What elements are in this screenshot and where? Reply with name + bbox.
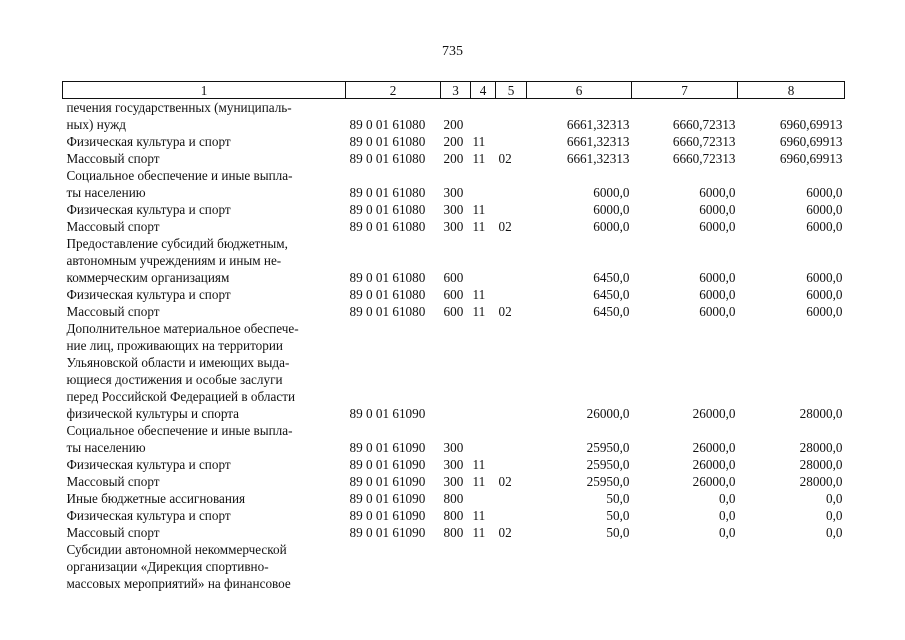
row-expense-type: 300 (443, 202, 464, 217)
row-amount-col7: 26000,0 (692, 406, 736, 421)
row-subsection (496, 456, 527, 473)
row-section: 11 (472, 134, 486, 149)
row-amount-col7: 6660,72313 (672, 117, 736, 132)
row-target-code: 89 0 01 61080 (349, 304, 426, 319)
table-row (63, 320, 845, 422)
row-name (63, 167, 346, 201)
row-target-code: 89 0 01 61080 (349, 270, 426, 285)
row-expense-type (441, 541, 471, 592)
row-target-code: 89 0 01 61080 (349, 117, 426, 132)
row-name (63, 507, 346, 524)
row-amount-col6: 6000,0 (593, 219, 630, 234)
row-amount-col7: 6660,72313 (672, 134, 736, 149)
row-amount-col7: 6000,0 (699, 202, 736, 217)
row-name (63, 456, 346, 473)
row-name-line: Массовый спорт (66, 304, 160, 319)
row-name (63, 99, 346, 134)
row-subsection (496, 235, 527, 286)
row-name (63, 235, 346, 286)
column-header: 4 (471, 82, 496, 99)
column-header: 5 (496, 82, 527, 99)
row-subsection (496, 541, 527, 592)
row-expense-type (441, 320, 471, 422)
row-name (63, 218, 346, 235)
row-amount-col8: 6000,0 (806, 287, 843, 302)
row-amount-col7: 26000,0 (692, 474, 736, 489)
row-section (471, 235, 496, 286)
table-header-row (63, 82, 845, 99)
table-row (63, 167, 845, 201)
row-section: 11 (472, 202, 486, 217)
row-name-line: ты населению (66, 440, 146, 455)
row-name-line: Массовый спорт (66, 151, 160, 166)
row-name-line: перед Российской Федерацией в области (66, 389, 296, 404)
row-amount-col6: 50,0 (606, 525, 630, 540)
row-amount-col8: 6960,69913 (779, 134, 843, 149)
row-subsection (496, 490, 527, 507)
table-row (63, 541, 845, 592)
row-expense-type: 300 (443, 440, 464, 455)
row-expense-type: 200 (443, 117, 464, 132)
row-amount-col6: 25950,0 (586, 440, 630, 455)
row-name-line: ние лиц, проживающих на территории (66, 338, 283, 353)
row-amount-col6: 50,0 (606, 508, 630, 523)
row-amount-col7: 6000,0 (699, 270, 736, 285)
row-subsection: 02 (498, 304, 512, 319)
row-amount-col7: 6000,0 (699, 304, 736, 319)
table-row (63, 490, 845, 507)
row-target-code: 89 0 01 61080 (349, 219, 426, 234)
row-name-line: массовых мероприятий» на финансовое (66, 576, 291, 591)
row-section (471, 320, 496, 422)
table-row (63, 235, 845, 286)
row-subsection (496, 201, 527, 218)
budget-table (62, 81, 845, 592)
row-name-line: автономным учреждениям и иным не- (66, 253, 282, 268)
row-name-line: ных) нужд (66, 117, 126, 132)
row-section: 11 (472, 457, 486, 472)
row-name-line: Физическая культура и спорт (66, 457, 231, 472)
row-subsection: 02 (498, 219, 512, 234)
row-expense-type: 600 (443, 287, 464, 302)
row-amount-col7: 6000,0 (699, 287, 736, 302)
row-expense-type: 600 (443, 304, 464, 319)
row-amount-col6: 25950,0 (586, 457, 630, 472)
table-row (63, 150, 845, 167)
table-row (63, 422, 845, 456)
row-name (63, 150, 346, 167)
row-name-line: ты населению (66, 185, 146, 200)
row-section: 11 (472, 508, 486, 523)
table-row (63, 524, 845, 541)
row-target-code: 89 0 01 61090 (349, 525, 426, 540)
row-expense-type: 600 (443, 270, 464, 285)
row-expense-type: 800 (443, 508, 464, 523)
row-amount-col8: 28000,0 (799, 457, 843, 472)
row-target-code: 89 0 01 61080 (349, 151, 426, 166)
row-name (63, 473, 346, 490)
row-name-line: Иные бюджетные ассигнования (66, 491, 246, 506)
table-row (63, 473, 845, 490)
row-amount-col8: 6000,0 (806, 270, 843, 285)
row-amount-col8: 6000,0 (806, 202, 843, 217)
row-amount-col7: 26000,0 (692, 457, 736, 472)
row-target-code: 89 0 01 61090 (349, 457, 426, 472)
row-subsection: 02 (498, 474, 512, 489)
column-header: 6 (527, 82, 632, 99)
row-expense-type: 800 (443, 525, 464, 540)
row-subsection (496, 99, 527, 134)
row-name-line: ющиеся достижения и особые заслуги (66, 372, 283, 387)
row-amount-col8: 6960,69913 (779, 117, 843, 132)
row-target-code: 89 0 01 61090 (349, 474, 426, 489)
row-amount-col6: 6661,32313 (566, 117, 630, 132)
row-name-line: Дополнительное материальное обеспече- (66, 321, 299, 336)
row-expense-type: 300 (443, 457, 464, 472)
row-target-code: 89 0 01 61080 (349, 287, 426, 302)
row-name-line: Физическая культура и спорт (66, 134, 231, 149)
row-name (63, 541, 346, 592)
row-name (63, 422, 346, 456)
row-name-line: Социальное обеспечение и иные выпла- (66, 423, 293, 438)
column-header: 3 (441, 82, 471, 99)
row-expense-type: 300 (443, 185, 464, 200)
row-name-line: печения государственных (муниципаль- (66, 100, 292, 115)
row-amount-col7: 0,0 (719, 508, 736, 523)
row-amount-col6: 50,0 (606, 491, 630, 506)
table-body (63, 99, 845, 593)
column-header: 7 (632, 82, 738, 99)
row-amount-col8: 6000,0 (806, 304, 843, 319)
row-name-line: Ульяновской области и имеющих выда- (66, 355, 290, 370)
row-name (63, 133, 346, 150)
row-name-line: Массовый спорт (66, 525, 160, 540)
row-subsection: 02 (498, 151, 512, 166)
table-row (63, 99, 845, 134)
row-section (471, 541, 496, 592)
table-row (63, 201, 845, 218)
row-subsection (496, 422, 527, 456)
row-subsection (496, 286, 527, 303)
table-row (63, 133, 845, 150)
row-name-line: Физическая культура и спорт (66, 202, 231, 217)
row-amount-col7: 0,0 (719, 491, 736, 506)
row-subsection (496, 133, 527, 150)
row-target-code: 89 0 01 61090 (349, 406, 426, 421)
row-name-line: Массовый спорт (66, 474, 160, 489)
row-amount-col8: 28000,0 (799, 440, 843, 455)
row-amount-col7 (632, 541, 738, 592)
row-expense-type: 800 (443, 491, 464, 506)
row-target-code: 89 0 01 61090 (349, 508, 426, 523)
row-amount-col7: 26000,0 (692, 440, 736, 455)
row-section: 11 (472, 525, 486, 540)
row-amount-col7: 6000,0 (699, 219, 736, 234)
row-amount-col8: 28000,0 (799, 406, 843, 421)
column-header: 2 (346, 82, 441, 99)
row-amount-col6: 25950,0 (586, 474, 630, 489)
row-amount-col8: 28000,0 (799, 474, 843, 489)
row-section: 11 (472, 219, 486, 234)
row-amount-col8: 6000,0 (806, 219, 843, 234)
row-section (471, 490, 496, 507)
row-section: 11 (472, 304, 486, 319)
row-name-line: физической культуры и спорта (66, 406, 240, 421)
row-subsection (496, 320, 527, 422)
row-expense-type: 300 (443, 474, 464, 489)
table-row (63, 456, 845, 473)
table-row (63, 286, 845, 303)
row-target-code: 89 0 01 61090 (349, 440, 426, 455)
row-amount-col8: 6000,0 (806, 185, 843, 200)
row-target-code: 89 0 01 61080 (349, 202, 426, 217)
row-name (63, 303, 346, 320)
row-amount-col7: 6660,72313 (672, 151, 736, 166)
row-target-code: 89 0 01 61090 (349, 491, 426, 506)
row-name-line: Массовый спорт (66, 219, 160, 234)
row-amount-col6: 6661,32313 (566, 134, 630, 149)
column-header: 8 (738, 82, 845, 99)
row-expense-type: 200 (443, 151, 464, 166)
row-amount-col8: 0,0 (826, 491, 843, 506)
row-name-line: Субсидии автономной некоммерческой (66, 542, 287, 557)
row-name (63, 320, 346, 422)
row-section: 11 (472, 287, 486, 302)
row-name (63, 201, 346, 218)
table-row (63, 303, 845, 320)
row-name (63, 524, 346, 541)
column-header: 1 (63, 82, 346, 99)
row-target-code: 89 0 01 61080 (349, 134, 426, 149)
row-amount-col6 (527, 541, 632, 592)
row-amount-col8 (738, 541, 845, 592)
row-expense-type: 300 (443, 219, 464, 234)
table-row (63, 218, 845, 235)
row-amount-col6: 6661,32313 (566, 151, 630, 166)
row-section (471, 422, 496, 456)
row-target-code (346, 541, 441, 592)
row-amount-col6: 26000,0 (586, 406, 630, 421)
row-amount-col6: 6000,0 (593, 185, 630, 200)
row-target-code: 89 0 01 61080 (349, 185, 426, 200)
row-expense-type: 200 (443, 134, 464, 149)
row-subsection (496, 167, 527, 201)
row-amount-col6: 6450,0 (593, 270, 630, 285)
row-section: 11 (472, 151, 486, 166)
row-amount-col8: 0,0 (826, 525, 843, 540)
row-amount-col6: 6450,0 (593, 287, 630, 302)
row-name-line: Физическая культура и спорт (66, 508, 231, 523)
row-name-line: Физическая культура и спорт (66, 287, 231, 302)
row-name-line: Предоставление субсидий бюджетным, (66, 236, 288, 251)
row-section (471, 167, 496, 201)
page-number: 735 (442, 44, 463, 59)
row-name-line: Социальное обеспечение и иные выпла- (66, 168, 293, 183)
row-amount-col6: 6000,0 (593, 202, 630, 217)
row-amount-col8: 6960,69913 (779, 151, 843, 166)
row-subsection: 02 (498, 525, 512, 540)
row-name-line: организации «Дирекция спортивно- (66, 559, 269, 574)
table-row (63, 507, 845, 524)
row-subsection (496, 507, 527, 524)
row-amount-col6: 6450,0 (593, 304, 630, 319)
row-name (63, 286, 346, 303)
row-section: 11 (472, 474, 486, 489)
row-amount-col8: 0,0 (826, 508, 843, 523)
row-section (471, 99, 496, 134)
row-amount-col7: 6000,0 (699, 185, 736, 200)
row-name-line: коммерческим организациям (66, 270, 230, 285)
row-amount-col7: 0,0 (719, 525, 736, 540)
row-name (63, 490, 346, 507)
